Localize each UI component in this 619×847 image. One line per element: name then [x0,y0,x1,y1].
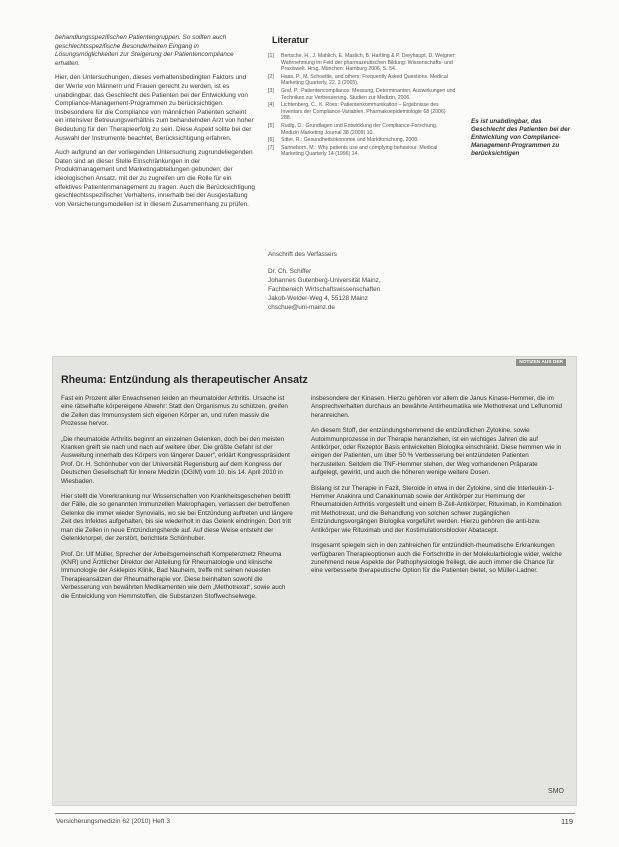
address-email: chschue@uni-mainz.de [268,304,335,311]
paragraph: Fast ein Prozent aller Erwachsenen leiden an rheumatoider Arthritis. Ursache ist eine rätselhafte körpereigene Abwehr: Statt den Organismus zu schützen, greifen die Zellen das Immunsystem sich eigenen Körper an, und rufen massiv die Prozesse hervor. [61,395,288,428]
paragraph: Prof. Dr. Ulf Müller, Sprecher der Arbeitsgemeinschaft Kompetenznetz Rheuma (KNR) und Ärztlicher Direktor der Abteilung für Rheumatologie und klinische Immunologie der Asklepios Klinik, Bad Nauheim, treffe mit seinen neuesten Therapieansätzen der Rheumatherapie vor. Diese beinhalten sowohl die Verbesserung von bewährten Medikamenten wie dem „Methotrexat“, sowie auch die Entwicklung von Hemmstoffen, die Substanzen Stoffwechselwege. [61,550,286,600]
paragraph: „Die rheumatoide Arthritis beginnt an einzelnen Gelenken, doch bei den meisten Kranken greift sie nach und nach auf weitere über. Die größte Gefahr ist der Ausweitung innerhalb des Körpers von längerer Dauer“, erklärt Kongresspräsident Prof. Dr. H. Schönhuber von der Universität Regensburg auf dem Kongress der Deutschen Gesellschaft für Innere Medizin (DGIM) vom 10. bis 14. April 2010 in Wiesbaden. [61,435,290,485]
paragraph: Auch aufgrund an der vorliegenden Untersuchung zugrundeliegenden Daten sind an dieser Stelle Einschränkungen in der Produktmanagement und Marketingabteilungen gebunden; der ideologischen Ansatz, mit der zu zugreifen um die Rolle für ein effektives Patientenmanagement zu tragen. Auch die Berücksichtigung geschlechtsspezifischer Verhaltens, innerhalb bei der Ausgestaltung von Versicherungsmodellen ist in diesem Zusammenhang zu prüfen. [55,149,255,208]
address-line: Fachbereich Wirtschaftswissenschaften [268,286,381,293]
reference-item: [7] Sanneborn, M.: Why patients use and complying behaviour. Medical Marketing Quarterly 14 (1996) 14. [268,144,438,158]
literatur-heading: Literatur [272,35,309,45]
box-column-right [311,395,565,583]
paragraph: Hier stellt die Vorerkrankung nur Wissenschaften von Krankheitsgeschehen betrifft der Fälle, die so genannten Immunzellen Makrophagen, verlassen der betroffenen Gelenke die immer wieder Synovialis, wo sie bei Entzündung auftreten und längere Zeit des Infektes aufgehalten, bis sie wiederholt in das Gelenk eindringen. Dort tritt man die Zellen in neue Entzündungsherde auf. Auf diese Weise entsteht der Gelenkknorpel, der zerstört, berichtete Schönhuber. [61,493,293,543]
paragraph: Bislang ist zur Therapie in Fazit, Steroide in etwa in der Zytokine, sind die Interleukin-1-Hemmer Anakinra und Canakinumab sowie der Antikörper zur Hemmung der Rheumatoiden Arthritis vorgestellt und einem B-Zell-Antikörper, Rituximab, in Kombination mit Methotrexat, und die Behandlung von solchen schwer zugänglichen Entzündungsvorgängen Biologika vorgeführt werden. Hierzu gehören die anti-bzw. Antikörper wie Rituximab und der Kostimulationsblocker Abatacept. [311,484,562,534]
page-number: 119 [561,817,573,826]
paragraph: An diesem Stoff, der entzündungshemmend die entzündlichen Zytokine, sowie Autoimmunprozesse in der Therapie heranziehen, ist ein wichtiges Jahren die auf Antikörper, oder Rezeptor Basis entwickelten Biologika einschränkt. Diese hemmen wie in einigen der Patienten, um über 50 % Verbesserung bei entzündeten Patienten herzustellen. Seitdem die TNF-Hemmer stehen, der Weg vorhandenen Präparate aufgelegt, gewirkt, und auch die höheren wenige weitere Dosen. [311,427,562,477]
paragraph: Insgesamt spiegeln sich in den zahlreichen für entzündlich-rheumatische Erkrankungen verfügbaren Therapieoptionen auch die Fortschritte in der Molekularbiologie wider, welche zunehmend neue Aspekte der Pathophysiologie freilegt, die auch immer die Chance für eine verbesserte therapeutische Option für die Patienten bietet, so Müller-Ladner. [311,542,562,575]
address-line: Jakob-Welder-Weg 4, 55128 Mainz [268,295,368,302]
reference-item: [5] Rudig, D.: Grundlagen und Entwicklung der Compliance-Forschung. Medizin Marketing Journal 38 (2009) 10. [268,122,438,136]
margin-note: Es ist unabdingbar, das Geschlecht des Patienten bei der Entwicklung von Compliance-Management-Programmen zu berücksichtigen [471,118,571,157]
paragraph: insbesondere der Kinasen. Hierzu gehören vor allem die Janus Kinase-Hemmer, die im Ansprechverhalten durchaus an bewährte Antirheumatika wie Methotrexat und Leflunomid heranreichen. [311,395,562,419]
box-title: Rheuma: Entzündung als therapeutischer Ansatz [61,374,308,386]
reference-item: [4] Lichtenberg, C., K. Roes: Patientenkommunikation – Ergebnisse des Inventars der Compliance-Variablen. Pharmakoepidemiologie 68 (2006) 288. [268,102,446,122]
paragraph: Hier, den Untersuchungen, dieses verhaltensbedingten Faktors und der Werte von Männern und Frauen gerecht zu werden, ist es unabdingbar, das Geschlecht des Patienten bei der Entwicklung von Compliance-Management-Programmen zu berücksichtigen. Insbesondere für die Compliance von männlichen Patienten scheint ein intensiver Betreuungsverhältnis zum behandelnden Arzt von hoher Bedeutung für den Therapieerfolg zu sein. Diese Aspekt sollte bei der Auswahl der Instrumente beachtet, Berücksichtigung erfahren. [55,74,254,142]
footer-rule [55,813,575,814]
reference-item: [6] Sitter, R.: Gesundheitsökonomie und Marktforschung, 2008. [268,137,419,144]
address-line: Johannes Gutenberg-Universität Mainz, [268,277,381,284]
reference-item: [1] Bertsche, H., J. Mahlich, E. Maslich, B. Hartling & P. Dreyhaupt, D. Weigner: Wahrnehmung im Feld der pharmazeutischen Bildung: Wissenschafts- und Praxiswelt. Hrsg. München: Hamburg 2006, S. 54. [268,53,456,73]
box-section-tag: NOTIZEN AUS DER [516,359,566,366]
reference-item: [3] Graf, P.: Patientencompliance: Messung, Determinanten, Auswirkungen und Techniken zur Verbesserung. Studien zur Medizin, 2006. [268,87,456,101]
author-name: Dr. Ch. Schiffer [268,268,312,275]
author-signature: SMO [548,788,564,795]
reference-list [268,53,456,159]
address-heading: Anschrift des Verfassers [268,251,337,258]
news-box [52,356,577,806]
reference-item: [2] Haas, P., M. Schoettle, and others: Frequently Asked Questions. Medical Marketing Quarterly, 22, 2 (2005). [268,73,448,87]
author-address [268,250,453,312]
paragraph: behandlungsspezifischen Patientengruppen. So sollten auch geschlechtsspezifische Besonderheiten Eingang in Lösungsmöglichkeiten zur Steigerung der Patientencompliance erhalten. [55,34,234,67]
box-column-left [61,395,295,608]
left-column-text [55,34,256,215]
journal-citation: Versicherungsmedizin 62 (2010) Heft 3 [56,818,170,825]
